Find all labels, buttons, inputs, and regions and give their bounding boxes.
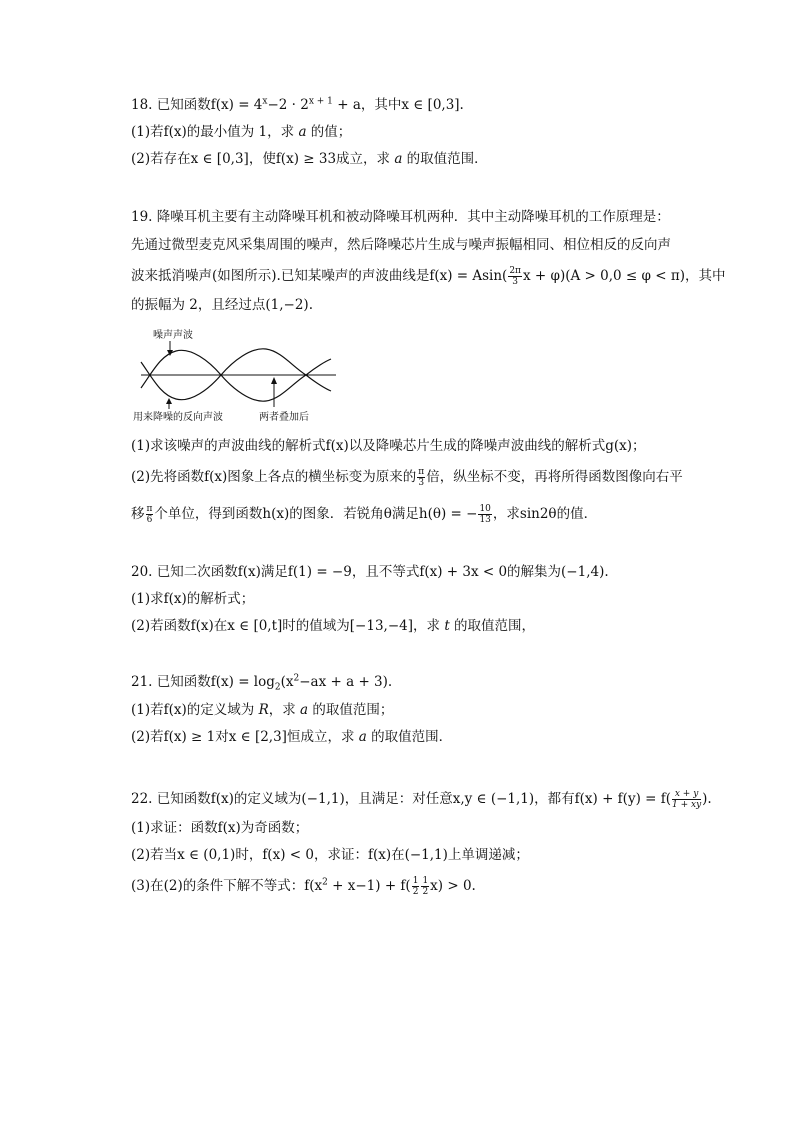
arrow-head-icon xyxy=(166,398,172,404)
variable: a xyxy=(394,151,403,167)
q18-line-3 xyxy=(131,150,488,168)
q18-text: −2 · 2 xyxy=(267,97,309,113)
q19-text: ，求sin2θ的值． xyxy=(492,506,598,522)
q21-text: (2)若f(x) ≥ 1对x ∈ [2,3]恒成立，求 xyxy=(131,729,359,745)
variable: R xyxy=(258,702,269,718)
exponent: x + 1 xyxy=(308,96,333,107)
q18-text: (2)若存在x ∈ [0,3]，使f(x) ≥ 33成立，求 xyxy=(131,151,395,167)
variable: a xyxy=(298,124,307,140)
q19-text: (2)先将函数f(x)图象上各点的横坐标变为原来的 xyxy=(131,469,417,485)
q20-line-1: 20. 已知二次函数f(x)满足f(1) = −9，且不等式f(x) + 3x < 0的解集为(−1,4). xyxy=(131,564,609,580)
q21-text: 21. 已知函数f(x) = log xyxy=(131,674,275,690)
fraction xyxy=(421,876,429,897)
q22-line-1 xyxy=(131,789,712,810)
q18-text: 的值； xyxy=(306,124,352,140)
denominator: 6 xyxy=(146,515,153,525)
numerator: π xyxy=(418,467,425,477)
fraction xyxy=(478,504,491,525)
label-reverse-wave: 用来降噪的反向声波 xyxy=(133,412,223,423)
label-superposition: 两者叠加后 xyxy=(259,412,309,423)
subscript: 2 xyxy=(274,682,281,693)
exponent: 2 xyxy=(293,673,300,684)
q21-text: 的取值范围． xyxy=(366,729,453,745)
exponent: x xyxy=(262,96,268,107)
numerator: 1 xyxy=(422,876,429,886)
q21-line-1 xyxy=(131,673,392,691)
q22-line-3: (2)若当x ∈ (0,1)时，f(x) < 0，求证：f(x)在(−1,1)上单调递减； xyxy=(131,847,529,863)
numerator: 1 xyxy=(412,876,419,886)
q21-text: (1)若f(x)的定义域为 xyxy=(131,702,259,718)
q22-text: + x−1) + f( xyxy=(327,878,411,894)
noise-wave-figure xyxy=(131,327,341,427)
q18-text: 的取值范围． xyxy=(402,151,488,167)
q21-line-2 xyxy=(131,701,393,719)
reverse-wave-curve xyxy=(141,350,331,401)
q18-text: + a，其中x ∈ [0,3]. xyxy=(332,97,464,113)
q21-text: ，求 xyxy=(268,702,301,718)
denominator: 13 xyxy=(479,515,491,525)
q19-line-4: 的振幅为 2，且经过点(1,−2). xyxy=(131,297,313,313)
q20-line-2: (1)求f(x)的解析式； xyxy=(131,591,255,607)
numerator: 2π xyxy=(509,266,521,276)
fraction xyxy=(672,789,701,810)
q19-text: 倍，纵坐标不变，再将所得函数图像向右平 xyxy=(426,469,683,485)
denominator: 3 xyxy=(418,478,425,488)
q21-text: −ax + a + 3). xyxy=(299,674,393,690)
q19-line-2: 先通过微型麦克风采集周围的噪声，然后降噪芯片生成与噪声振幅相同、相位相反的反向声 xyxy=(131,237,671,253)
q19-text: 波来抵消噪声(如图所示).已知某噪声的声波曲线是f(x) = Asin( xyxy=(131,268,508,284)
numerator: x + y xyxy=(672,789,701,800)
q18-line-1 xyxy=(131,96,464,114)
q19-line-3 xyxy=(131,266,725,287)
q19-line-1: 19. 降噪耳机主要有主动降噪耳机和被动降噪耳机两种．其中主动降噪耳机的工作原理是： xyxy=(131,209,670,225)
q20-text: (2)若函数f(x)在x ∈ [0,t]时的值域为[−13,−4]，求 xyxy=(131,618,445,634)
denominator: 2 xyxy=(422,887,429,897)
denominator: 2 xyxy=(412,887,419,897)
numerator: 10 xyxy=(479,504,491,514)
q18-text: (1)若f(x)的最小值为 1，求 xyxy=(131,124,299,140)
q21-text: (x xyxy=(280,674,294,690)
fraction xyxy=(508,266,522,287)
arrow-head-icon xyxy=(271,377,277,384)
q21-line-3 xyxy=(131,728,452,746)
variable: a xyxy=(358,729,367,745)
q19-part-1: (1)求该噪声的声波曲线的解析式f(x)以及降噪芯片生成的降噪声波曲线的解析式g(x)； xyxy=(131,438,646,454)
q19-text: 移 xyxy=(131,506,145,522)
fraction xyxy=(146,504,154,525)
q19-part-2-cont xyxy=(131,504,597,525)
q19-text: x + φ)(A > 0,0 ≤ φ < π)，其中 xyxy=(522,268,726,284)
fraction xyxy=(412,876,420,897)
numerator: π xyxy=(146,504,153,514)
q22-text: (3)在(2)的条件下解不等式：f(x xyxy=(131,878,323,894)
noise-wave-curve xyxy=(141,349,331,400)
variable: t xyxy=(444,618,450,634)
variable: a xyxy=(300,702,309,718)
exponent: 2 xyxy=(322,877,328,888)
denominator: 1 + xy xyxy=(672,800,702,810)
q21-text: 的取值范围； xyxy=(308,702,394,718)
q18-text: 18. 已知函数f(x) = 4 xyxy=(131,97,263,113)
q19-part-2 xyxy=(131,467,683,488)
q22-text: ). xyxy=(702,791,712,807)
q22-line-4 xyxy=(131,876,476,897)
q20-text: 的取值范围， xyxy=(449,618,536,634)
q19-text: 个单位，得到函数h(x)的图象．若锐角θ满足h(θ) = − xyxy=(154,506,478,522)
label-noise-wave: 噪声声波 xyxy=(153,330,193,341)
q22-text: 22. 已知函数f(x)的定义域为(−1,1)，且满足：对任意x,y ∈ (−1,1)，都有f(x) + f(y) = f( xyxy=(131,791,671,807)
denominator: 3 xyxy=(512,277,519,287)
q18-line-2 xyxy=(131,123,351,141)
q20-line-3 xyxy=(131,617,535,635)
q22-line-2: (1)求证：函数f(x)为奇函数； xyxy=(131,820,309,836)
q22-text: x) > 0. xyxy=(430,878,476,894)
fraction xyxy=(417,467,425,488)
